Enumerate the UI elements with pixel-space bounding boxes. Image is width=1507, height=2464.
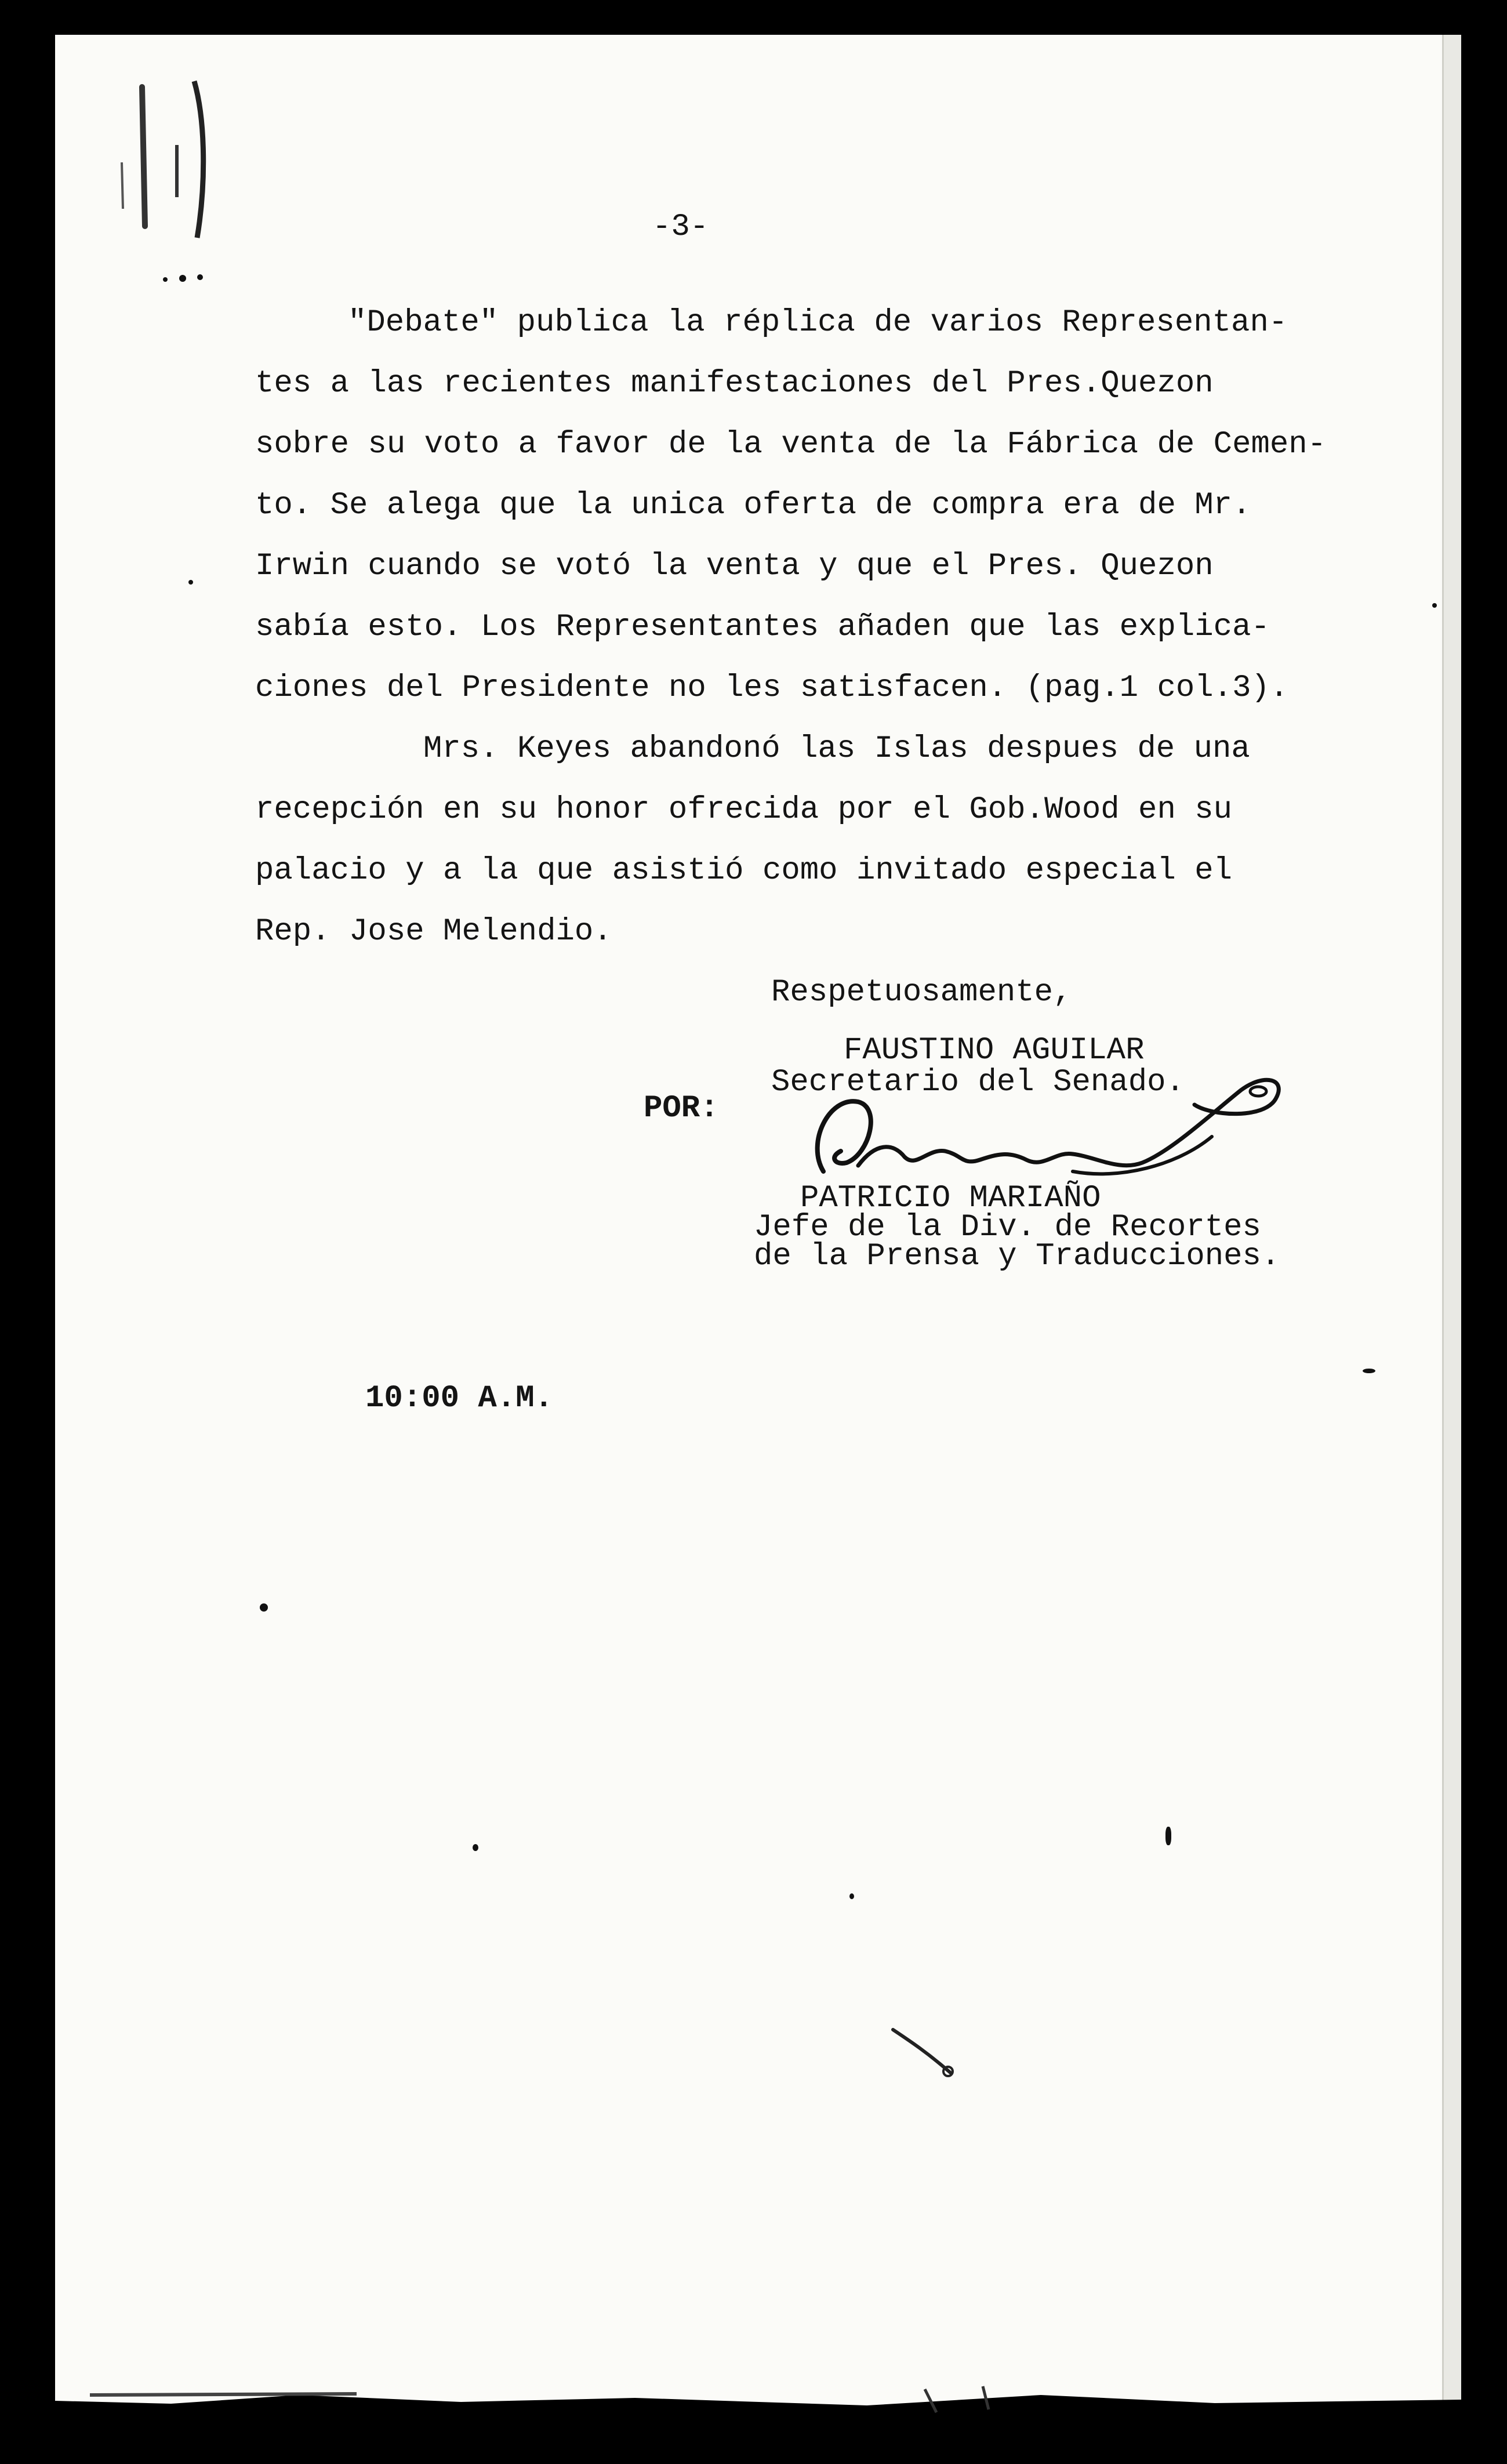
ink-speck bbox=[188, 580, 193, 585]
signer-title: Secretario del Senado. bbox=[771, 1065, 1185, 1100]
signer-name: FAUSTINO AGUILAR bbox=[844, 1033, 1145, 1068]
paragraph-1-line-4: to. Se alega que la unica oferta de compra era de Mr. bbox=[255, 488, 1251, 523]
paragraph-2-line-4: Rep. Jose Melendio. bbox=[255, 914, 612, 949]
ink-speck bbox=[1363, 1369, 1375, 1373]
paragraph-2-line-3: palacio y a la que asistió como invitado especial el bbox=[255, 853, 1233, 888]
ink-speck bbox=[1432, 603, 1437, 608]
delegate-title-line-1: Jefe de la Div. de Recortes bbox=[754, 1210, 1261, 1245]
paragraph-2-line-2: recepción en su honor ofrecida por el Gob.Wood en su bbox=[255, 792, 1233, 828]
paragraph-1-line-1: "Debate" publica la réplica de varios Representan- bbox=[348, 305, 1288, 340]
paragraph-1-line-2: tes a las recientes manifestaciones del Pres.Quezon bbox=[255, 366, 1214, 401]
ink-speck bbox=[473, 1844, 478, 1851]
ink-speck bbox=[1165, 1827, 1171, 1845]
handwritten-signature bbox=[771, 1055, 1305, 1189]
delegate-title-line-2: de la Prensa y Traducciones. bbox=[754, 1239, 1280, 1274]
page-edge bbox=[1442, 35, 1461, 2424]
margin-marks bbox=[58, 35, 220, 284]
por-label: POR: bbox=[644, 1091, 719, 1126]
paragraph-1-line-6: sabía esto. Los Representantes añaden que las explica- bbox=[255, 609, 1270, 645]
ink-smudge bbox=[887, 2018, 963, 2082]
time-stamp: 10:00 A.M. bbox=[365, 1381, 554, 1416]
ink-speck bbox=[849, 1893, 854, 1899]
paragraph-2-line-1: Mrs. Keyes abandonó las Islas despues de una bbox=[423, 731, 1250, 767]
paragraph-1-line-5: Irwin cuando se votó la venta y que el Pres. Quezon bbox=[255, 549, 1214, 584]
page-bottom-edge bbox=[55, 2378, 1461, 2430]
paragraph-1-line-3: sobre su voto a favor de la venta de la Fábrica de Cemen- bbox=[255, 427, 1327, 462]
closing-salutation: Respetuosamente, bbox=[771, 975, 1072, 1010]
page-number: -3- bbox=[652, 209, 709, 245]
ink-speck bbox=[260, 1603, 268, 1612]
delegate-name: PATRICIO MARIAÑO bbox=[800, 1181, 1101, 1216]
paragraph-1-line-7: ciones del Presidente no les satisfacen. (pag.1 col.3). bbox=[255, 670, 1289, 706]
